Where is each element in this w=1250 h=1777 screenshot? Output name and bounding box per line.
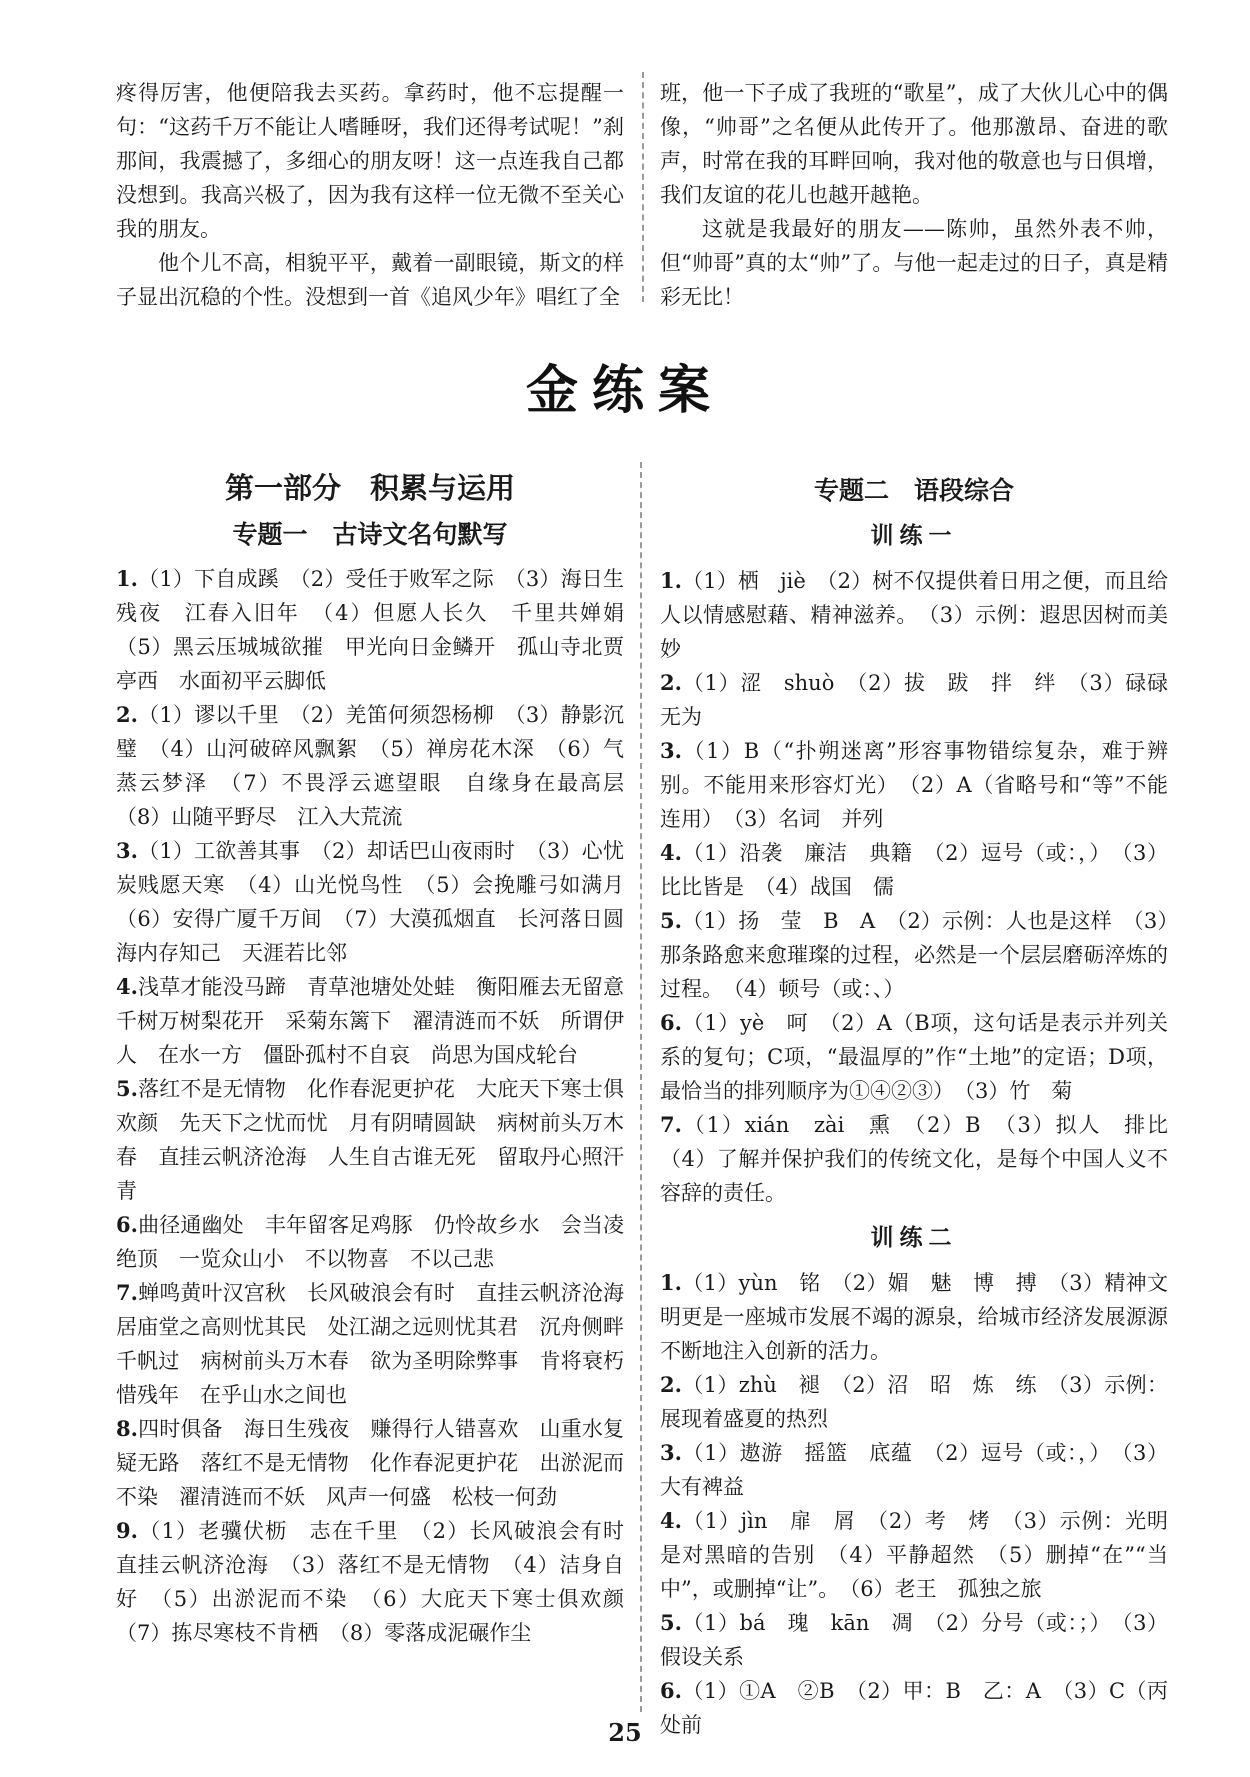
answer-number: 4.: [660, 840, 682, 865]
answer-text: 落红不是无情物 化作春泥更护花 大庇天下寒士俱欢颜 先天下之忧而忧 月有阴晴圆缺 病树前头万木春 直挂云帆济沧海 人生自古谁无死 留取丹心照汗青: [116, 1077, 624, 1203]
answer-text: （1）扬 莹 B A （2）示例：人也是这样 （3）那条路愈来愈璀璨的过程，必然是一个层层磨砺淬炼的过程。 （4）顿号（或：、）: [660, 909, 1168, 1001]
answer-text: （1）xián zài 熏 （2）B （3）拟人 排比 （4）了解并保护我们的传统文化，是每个中国人义不容辞的责任。: [660, 1113, 1189, 1205]
part-title: 第一部分 积累与运用: [224, 471, 515, 505]
essay-paragraph: 这就是我最好的朋友——陈帅，虽然外表不帅，但“帅哥”真的太“帅”了。与他一起走过的日子，真是精彩无比！: [660, 217, 1168, 309]
answer-item: [116, 562, 645, 698]
answer-text: （1）涩 shuò （2）拔 跋 拌 绊 （3）碌碌无为: [660, 671, 1168, 729]
answer-item: [660, 734, 1168, 836]
answer-list: [116, 562, 645, 1650]
answer-number: 6.: [660, 1678, 682, 1703]
answer-text: （1）老骥伏枥 志在千里 （2）长风破浪会有时 直挂云帆济沧海 （3）落红不是无情物 （4）洁身自好 （5）出淤泥而不染 （6）大庇天下寒士俱欢颜 （7）拣尽寒枝不肯栖 （8）零落成泥碾作尘: [116, 1519, 645, 1645]
training-title: 训练二: [870, 1225, 958, 1251]
answer-item: [660, 1436, 1168, 1504]
answer-number: 1.: [116, 566, 138, 591]
page-number: 25: [608, 1718, 642, 1747]
answer-item: [660, 904, 1168, 1006]
answer-item: [116, 834, 645, 970]
essay-paragraph: 他个儿不高，相貌平平，戴着一副眼镜，斯文的样子显出沉稳的个性。没想到一首《追风少年》唱红了全: [116, 251, 624, 309]
essay-paragraph: 班，他一下子成了我班的“歌星”，成了大伙儿心中的偶像，“帅哥”之名便从此传开了。他那激昂、奋进的歌声，时常在我的耳畔回响，我对他的敬意也与日俱增，我们友谊的花儿也越开越艳。: [660, 81, 1168, 207]
answer-number: 5.: [660, 1610, 682, 1635]
answer-text: 四时俱备 海日生残夜 赚得行人错喜欢 山重水复疑无路 落红不是无情物 化作春泥更护花 出淤泥而不染 濯清涟而不妖 风声一何盛 松枝一何劲: [116, 1417, 624, 1509]
answer-text: （1）bá 瑰 kān 凋 （2）分号（或：；） （3）假设关系: [660, 1611, 1168, 1669]
answer-item: [660, 1266, 1168, 1368]
answer-text: 浅草才能没马蹄 青草池塘处处蛙 衡阳雁去无留意 千树万树梨花开 采菊东篱下 濯清涟而不妖 所谓伊人 在水一方 僵卧孤村不自哀 尚思为国戍轮台: [116, 975, 645, 1067]
answer-list: [660, 1266, 1168, 1742]
answer-item: [116, 1276, 645, 1412]
answer-item: [660, 836, 1168, 904]
answer-text: （1）遨游 摇篮 底蕴 （2）逗号（或：，） （3）大有裨益: [660, 1441, 1168, 1499]
answer-text: 蝉鸣黄叶汉宫秋 长风破浪会有时 直挂云帆济沧海 居庙堂之高则忧其民 处江湖之远则忧其君 沉舟侧畔千帆过 病树前头万木春 欲为圣明除弊事 肯将衰朽惜残年 在乎山水之间也: [116, 1281, 645, 1407]
answer-text: （1）yè 呵 （2）A（B项，这句话是表示并列关系的复句；C项，“最温厚的”作“土地”的定语；D项，最恰当的排列顺序为①④②③） （3）竹 菊: [660, 1011, 1168, 1103]
answer-number: 5.: [116, 1076, 138, 1101]
answer-list: [660, 564, 1189, 1210]
answer-item: [116, 1208, 624, 1276]
column-divider: [640, 462, 642, 1712]
answer-item: [660, 564, 1168, 666]
answer-text: （1）yùn 铭 （2）媚 魅 博 搏 （3）精神文明更是一座城市发展不竭的源泉，给城市经济发展源源不断地注入创新的活力。: [660, 1271, 1168, 1363]
answers-right-column: [660, 474, 1189, 1742]
essay-paragraph: 疼得厉害，他便陪我去买药。拿药时，他不忘提醒一句：“这药千万不能让人嗜睡呀，我们还得考试呢！”刹那间，我震撼了，多细心的朋友呀！这一点连我自己都没想到。我高兴极了，因为我有这样一位无微不至关心我的朋友。: [116, 81, 624, 241]
answer-number: 2.: [660, 1372, 682, 1397]
answer-item: [116, 970, 645, 1072]
answer-number: 4.: [660, 1508, 682, 1533]
answer-text: （1）下自成蹊 （2）受任于败军之际 （3）海日生残夜 江春入旧年 （4）但愿人长久 千里共婵娟 （5）黑云压城城欲摧 甲光向日金鳞开 孤山寺北贾亭西 水面初平云脚低: [116, 567, 645, 693]
answer-number: 4.: [116, 974, 138, 999]
answer-item: [116, 1412, 624, 1514]
answer-item: [660, 1504, 1168, 1606]
training-title: 训练一: [870, 523, 958, 549]
column-divider: [642, 72, 644, 302]
answer-number: 7.: [116, 1280, 138, 1305]
answer-item: [116, 698, 645, 834]
answer-text: （1）栖 jiè （2）树不仅提供着日用之便，而且给人以情感慰藉、精神滋养。 （3）示例：遐思因树而美妙: [660, 569, 1168, 661]
answer-text: （1）B（“扑朔迷离”形容事物错综复杂，难于辨别。不能用来形容灯光） （2）A（省略号和“等”不能连用） （3）名词 并列: [660, 739, 1168, 831]
answer-item: [116, 1072, 624, 1208]
answer-number: 2.: [660, 670, 682, 695]
answer-number: 2.: [116, 702, 138, 727]
answer-item: [116, 1514, 645, 1650]
answer-number: 1.: [660, 568, 682, 593]
answer-item: [660, 1006, 1168, 1108]
answer-text: （1）jìn 扉 屑 （2）考 烤 （3）示例：光明是对黑暗的告别 （4）平静超然 （5）删掉“在”“当中”，或删掉“让”。 （6）老王 孤独之旅: [660, 1509, 1168, 1601]
answer-item: [660, 1108, 1189, 1210]
answer-text: （1）zhù 褪 （2）沼 昭 炼 练 （3）示例：展现着盛夏的热烈: [660, 1373, 1168, 1431]
answer-number: 7.: [660, 1112, 682, 1137]
answer-number: 8.: [116, 1416, 138, 1441]
essay-left-column: [116, 76, 624, 314]
answers-left-column: [116, 468, 645, 1650]
answer-number: 9.: [116, 1518, 138, 1543]
topic-title: 专题一 古诗文名句默写: [232, 520, 508, 549]
answer-number: 1.: [660, 1270, 682, 1295]
answer-number: 6.: [660, 1010, 682, 1035]
answer-item: [660, 1368, 1168, 1436]
answer-number: 3.: [660, 1440, 682, 1465]
answer-text: （1）沿袭 廉洁 典籍 （2）逗号（或：，） （3）比比皆是 （4）战国 儒: [660, 841, 1168, 899]
answer-number: 6.: [116, 1212, 138, 1237]
answer-item: [660, 666, 1168, 734]
main-title: 金练案: [525, 361, 724, 421]
answer-text: （1）谬以千里 （2）羌笛何须怨杨柳 （3）静影沉璧 （4）山河破碎风飘絮 （5）禅房花木深 （6）气蒸云梦泽 （7）不畏浮云遮望眼 自缘身在最高层 （8）山随平野尽 江入大荒流: [116, 703, 645, 829]
essay-right-column: [660, 76, 1168, 314]
answer-number: 3.: [116, 838, 138, 863]
answer-text: 曲径通幽处 丰年留客足鸡豚 仍怜故乡水 会当凌绝顶 一览众山小 不以物喜 不以己悲: [116, 1213, 624, 1271]
answer-number: 3.: [660, 738, 682, 763]
topic-title: 专题二 语段综合: [813, 476, 1014, 505]
answer-item: [660, 1606, 1168, 1674]
answer-text: （1）①A ②B （2）甲：B 乙：A （3）C（丙处前: [660, 1679, 1168, 1737]
answer-number: 5.: [660, 908, 682, 933]
answer-text: （1）工欲善其事 （2）却话巴山夜雨时 （3）心忧炭贱愿天寒 （4）山光悦鸟性 （5）会挽雕弓如满月 （6）安得广厦千万间 （7）大漠孤烟直 长河落日圆 海内存知己 天涯若比邻: [116, 839, 645, 965]
